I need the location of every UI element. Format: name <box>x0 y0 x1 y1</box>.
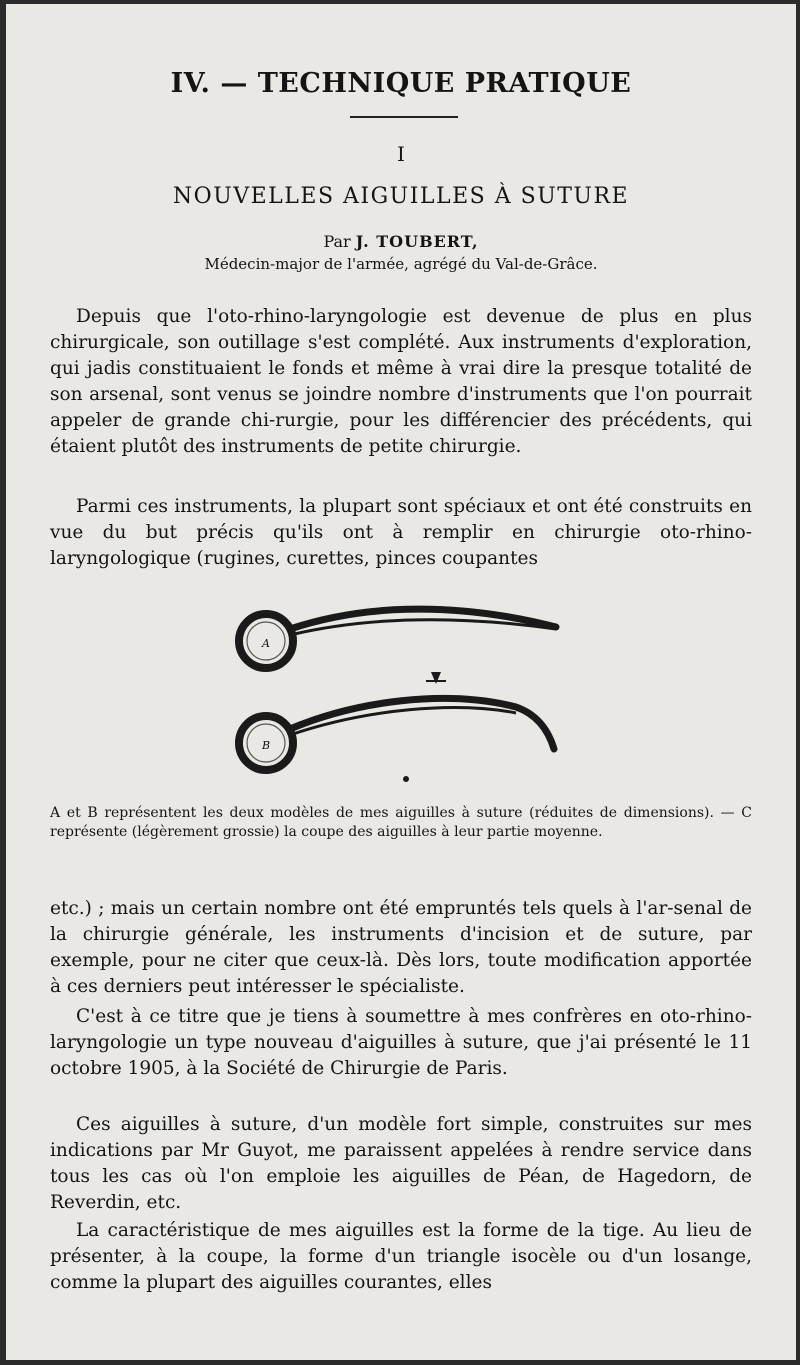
section-heading: IV. — TECHNIQUE PRATIQUE <box>170 68 632 99</box>
figure-dot <box>403 776 409 782</box>
paragraph-2: Parmi ces instruments, la plupart sont spéciaux et ont été construits en vue du but précis qu'ils ont à remplir en chirurgie oto-rhino-laryngologique (rugines, curettes, pinces coupantes <box>50 496 752 569</box>
article-numeral: I <box>397 142 405 166</box>
book-page <box>6 4 796 1360</box>
needle-figure <box>216 589 576 794</box>
byline <box>6 232 796 251</box>
needle-b-illustration <box>239 698 554 770</box>
heading-rule <box>350 116 458 118</box>
byline-prefix: Par <box>323 232 351 251</box>
paragraph-4: C'est à ce titre que je tiens à soumettre à mes confrères en oto-rhino-laryngologie un type nouveau d'aiguilles à suture, que j'ai présenté le 11 octobre 1905, à la Société de Chirurgie de Paris. <box>50 1006 752 1079</box>
needle-a-illustration <box>239 609 556 668</box>
paragraph-1: Depuis que l'oto-rhino-laryngologie est devenue de plus en plus chirurgicale, son outillage s'est complété. Aux instruments d'exploration, qui jadis constituaient le fonds et même à vrai dire la presque totalité de son arsenal, sont venus se joindre nombre d'instruments que l'on pourrait appeler de grande chi-rurgie, pour les différencier des précédents, qui étaient plutôt des instruments de petite chirurgie. <box>50 306 752 457</box>
section-c-mark <box>426 672 446 684</box>
label-a: A <box>262 637 270 650</box>
paragraph-6: La caractéristique de mes aiguilles est la forme de la tige. Au lieu de présenter, à la coupe, la forme d'un triangle isocèle ou d'un losange, comme la plupart des aiguilles courantes, elles <box>50 1220 752 1293</box>
author-affiliation: Médecin-major de l'armée, agrégé du Val-de-Grâce. <box>204 255 598 273</box>
article-title: NOUVELLES AIGUILLES À SUTURE <box>172 184 630 209</box>
author-name: J. TOUBERT, <box>355 232 479 251</box>
figure-caption: A et B représentent les deux modèles de mes aiguilles à suture (réduites de dimensions). — C représente (légèrement grossie) la coupe des aiguilles à leur partie moyenne. <box>50 805 752 840</box>
label-b: B <box>262 739 271 752</box>
paragraph-3: etc.) ; mais un certain nombre ont été empruntés tels quels à l'ar-senal de la chirurgie générale, les instruments d'incision et de suture, par exemple, pour ne citer que ceux-là. Dès lors, toute modification apportée à ces derniers peut intéresser le spécialiste. <box>50 898 752 997</box>
paragraph-5: Ces aiguilles à suture, d'un modèle fort simple, construites sur mes indications par Mr Guyot, me paraissent appelées à rendre service dans tous les cas où l'on emploie les aiguilles de Péan, de Hagedorn, de Reverdin, etc. <box>50 1114 752 1213</box>
